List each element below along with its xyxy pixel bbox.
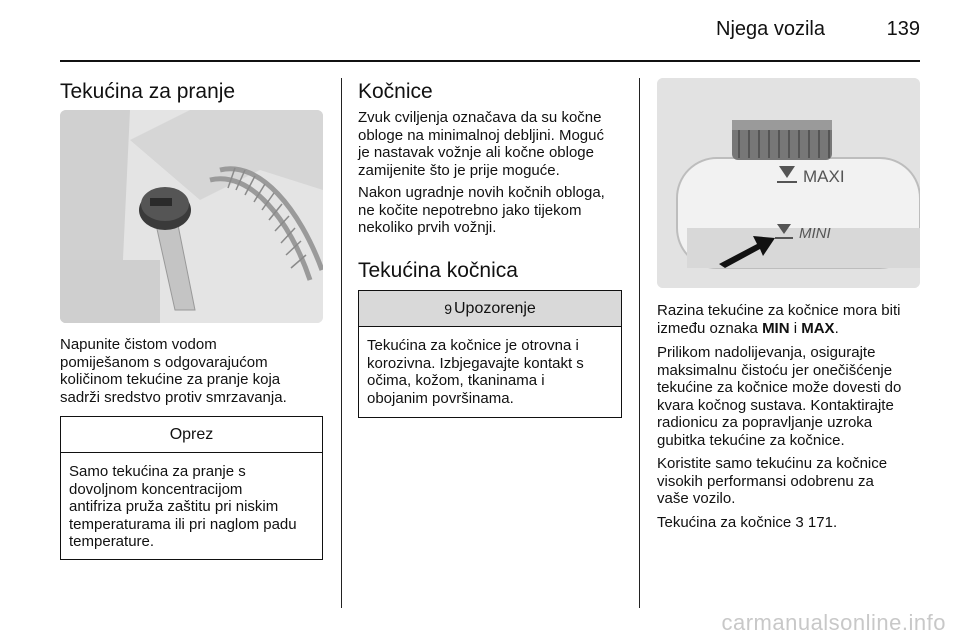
text-span: . bbox=[834, 319, 839, 337]
caution-text bbox=[61, 453, 322, 551]
text-line: Koristite samo tekućinu za kočnice bbox=[657, 455, 888, 472]
text-line: obojanim površinama. bbox=[367, 389, 514, 407]
text-span: i bbox=[789, 319, 802, 337]
brake-fluid-level-paragraph bbox=[657, 302, 900, 337]
text-line: temperaturama ili pri naglom padu bbox=[69, 515, 297, 533]
text-line: visokih performansi odobrenu za bbox=[657, 472, 874, 490]
text-line: vaše vozilo. bbox=[657, 490, 736, 507]
text-line: Tekućina za kočnice je otrovna i bbox=[367, 337, 579, 354]
reference-paragraph bbox=[657, 514, 837, 532]
text-line: maksimalnu čistoću jer onečišćenje bbox=[657, 361, 893, 379]
text-line: radionicu za popravljanje uzroka bbox=[657, 414, 873, 431]
text-line: zamijenite što je prije moguće. bbox=[358, 161, 560, 179]
text-line: Razina tekućine za kočnice mora biti bbox=[657, 302, 901, 319]
brake-fluid-reservoir-illustration bbox=[657, 78, 920, 288]
text-line: gubitka tekućine za kočnice. bbox=[657, 431, 845, 449]
page-header bbox=[60, 18, 920, 58]
heading-brakes: Kočnice bbox=[358, 80, 433, 103]
min-mark: MIN bbox=[762, 319, 790, 337]
text-line: očima, kožom, tkaninama i bbox=[367, 372, 545, 389]
text-line: obloge na minimalnoj debljini. Moguć bbox=[358, 126, 604, 144]
text-line: temperature. bbox=[69, 533, 155, 550]
washer-reservoir-illustration bbox=[60, 110, 323, 323]
page-reference-link[interactable]: 171. bbox=[803, 514, 838, 531]
text-line: tekućine za kočnice može dovesti do bbox=[657, 379, 902, 396]
text-line: antifriza pruža zaštitu pri niskim bbox=[69, 498, 279, 515]
brake-fluid-reservoir-photo bbox=[657, 78, 920, 288]
text-line: količinom tekućine za pranje koja bbox=[60, 371, 281, 388]
fluid-type-paragraph bbox=[657, 455, 887, 508]
warning-box bbox=[358, 290, 622, 418]
text-line: sadrži sredstvo protiv smrzavanja. bbox=[60, 388, 287, 406]
column-divider-1 bbox=[341, 78, 342, 608]
text-line: ne kočite nepotrebno jako tijekom bbox=[358, 201, 582, 219]
max-mark: MAX bbox=[801, 319, 835, 337]
mini-label: MINI bbox=[799, 225, 831, 242]
watermark: carmanualsonline.info bbox=[721, 610, 946, 635]
caution-box bbox=[60, 416, 323, 560]
warning-title: Upozorenje bbox=[453, 299, 536, 317]
column-divider-2 bbox=[639, 78, 640, 608]
topping-up-paragraph bbox=[657, 344, 901, 449]
text-line: korozivna. Izbjegavajte kontakt s bbox=[367, 354, 584, 372]
text-line: Napunite čistom vodom bbox=[60, 336, 217, 353]
brakes-paragraph-1 bbox=[358, 109, 604, 179]
maxi-label: MAXI bbox=[803, 167, 845, 186]
text-line: dovoljnom koncentracijom bbox=[69, 480, 243, 498]
washer-fluid-paragraph bbox=[60, 336, 287, 406]
heading-washer-fluid: Tekućina za pranje bbox=[60, 80, 236, 103]
text-line: nekoliko prvih vožnji. bbox=[358, 219, 497, 236]
text-line: je nastavak vožnje ali kočne obloge bbox=[358, 144, 594, 161]
page-number: 139 bbox=[886, 18, 920, 40]
section-title: Njega vozila bbox=[716, 18, 825, 40]
text-line: Zvuk cviljenja označava da su kočne bbox=[358, 109, 602, 126]
caution-title: Oprez bbox=[61, 417, 322, 453]
text-line bbox=[657, 320, 900, 338]
warning-header bbox=[359, 291, 621, 327]
brakes-paragraph-2 bbox=[358, 184, 605, 237]
text-span: između oznaka bbox=[657, 319, 763, 337]
text-line: Samo tekućina za pranje s bbox=[69, 463, 246, 480]
washer-reservoir-photo bbox=[60, 110, 323, 323]
warning-triangle-icon: 9 bbox=[444, 300, 452, 317]
page-reference-icon: 3 bbox=[795, 514, 804, 531]
warning-text bbox=[359, 327, 621, 407]
text-line: kvara kočnog sustava. Kontaktirajte bbox=[657, 396, 894, 414]
text-span: Tekućina za kočnice bbox=[657, 514, 796, 531]
text-line: pomiješanom s odgovarajućom bbox=[60, 353, 268, 371]
heading-brake-fluid: Tekućina kočnica bbox=[358, 259, 518, 282]
text-line: Prilikom nadolijevanja, osigurajte bbox=[657, 344, 876, 361]
header-rule bbox=[60, 60, 920, 62]
text-line: Nakon ugradnje novih kočnih obloga, bbox=[358, 184, 605, 201]
